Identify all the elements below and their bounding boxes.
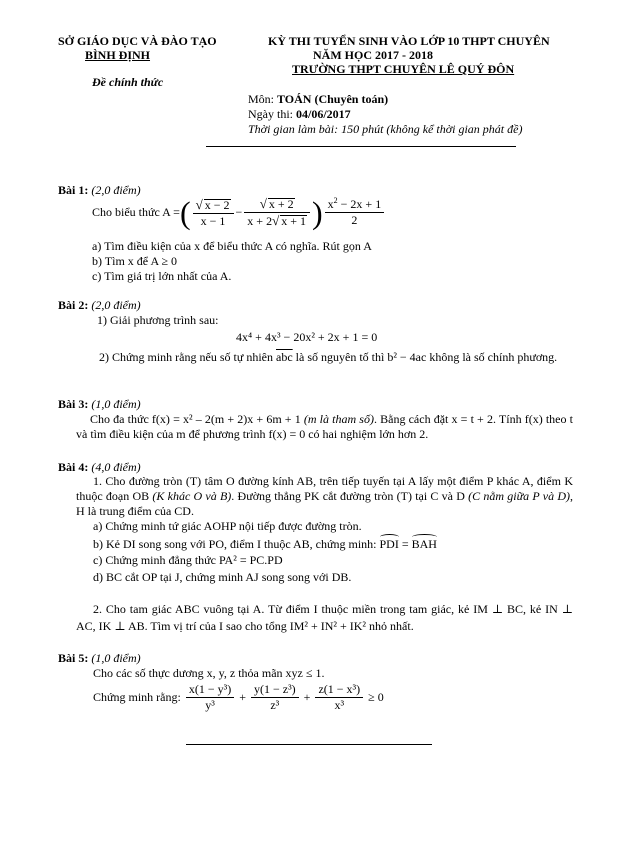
exam-date: Ngày thi: 04/06/2017 bbox=[248, 107, 351, 121]
fraction-2: $\frac{√ x + 2}{x + 2√ x + 1}$ bbox=[244, 196, 310, 229]
fraction-3: $\frac{x^2 - 2x + 1}{2}$ bbox=[325, 197, 385, 228]
fraction-1: $\frac{√ x - 2}{x - 1}$ bbox=[193, 197, 234, 229]
bai2-heading: Bài 2: (2,0 điểm) bbox=[58, 298, 141, 312]
fraction-y: $\frac{\text{y(1 − z³)}}{\text{z³}}$ bbox=[251, 682, 299, 713]
bai1-b: b) Tìm x để A ≥ 0 bbox=[92, 254, 178, 268]
official-label: Đề chính thức bbox=[92, 75, 164, 89]
fraction-z: $\frac{\text{z(1 − x³)}}{\text{x³}}$ bbox=[315, 682, 363, 713]
bai1-c: c) Tìm giá trị lớn nhất của A. bbox=[92, 269, 232, 283]
bai5-inequality: Chứng minh rằng: $\frac{\text{x(1 − y³)}}{\text{y³}}$ + $\frac{\text{y(1 − z³)}}{\text{z³}}$ + $\frac{\text{z(1 − x³)}}{\text{x³}}$ ≥ 0 bbox=[93, 682, 384, 712]
school-year: NĂM HỌC 2017 - 2018 bbox=[313, 48, 433, 62]
bai3-text: Cho đa thức f(x) = x² – 2(m + 2)x + 6m + 1 (m là tham số). Bằng cách đặt x = t + 2. Tính f(x) theo t và tìm điều kiện của m để phương trình f(x) = 0 có hai nghiệm lớn hơn 2. bbox=[76, 412, 573, 441]
province-name: BÌNH ĐỊNH bbox=[85, 48, 151, 62]
bai2-p2: 2) Chứng minh rằng nếu số tự nhiên $\overline{abc}$ là số nguyên tố thì b² − 4ac không là số chính phương. bbox=[99, 350, 558, 364]
exam-duration: Thời gian làm bài: 150 phút (không kể thời gian phát đề) bbox=[248, 122, 523, 136]
bai4-c: c) Chứng minh đẳng thức PA² = PC.PD bbox=[93, 553, 283, 567]
bai4-p1: 1. Cho đường tròn (T) tâm O đường kính AB, trên tiếp tuyến tại A lấy một điểm P khác A, điểm K thuộc đoạn OB (K khác O và B). Đường thẳng PK cắt đường tròn (T) tại C và D (C nằm giữa P và D), H là trung điểm của CD. bbox=[76, 474, 573, 518]
bai5-heading: Bài 5: (1,0 điểm) bbox=[58, 651, 141, 665]
bai1-expression: Cho biểu thức A =( $\frac{√ x - 2}{x - 1}$ − $\frac{√ x + 2}{x + 2√ x + 1}$ ) $\frac{x^2 - 2x + 1}{2}$ bbox=[92, 196, 386, 240]
subject: Môn: TOÁN (Chuyên toán) bbox=[248, 92, 389, 106]
header-divider bbox=[206, 146, 516, 147]
bai1-a: a) Tìm điều kiện của x để biểu thức A có nghĩa. Rút gọn A bbox=[92, 239, 372, 253]
school-name: TRƯỜNG THPT CHUYÊN LÊ QUÝ ĐÔN bbox=[292, 62, 515, 76]
bai3-heading: Bài 3: (1,0 điểm) bbox=[58, 397, 141, 411]
footer-divider bbox=[186, 744, 432, 745]
bai2-p1: 1) Giải phương trình sau: bbox=[97, 313, 219, 327]
bai4-p2: 2. Cho tam giác ABC vuông tại A. Từ điểm I thuộc miền trong tam giác, kẻ IM ⊥ BC, kẻ IN ⊥ AC, IK ⊥ AB. Tìm vị trí của I sao cho tổng IM² + IN² + IK² nhỏ nhất. bbox=[76, 602, 573, 633]
bai4-a: a) Chứng minh tứ giác AOHP nội tiếp được đường tròn. bbox=[93, 519, 362, 533]
bai1-heading: Bài 1: (2,0 điểm) bbox=[58, 183, 141, 197]
bai4-d: d) BC cắt OP tại J, chứng minh AJ song song với DB. bbox=[93, 570, 352, 584]
exam-title: KỲ THI TUYỂN SINH VÀO LỚP 10 THPT CHUYÊN bbox=[268, 34, 550, 48]
department-name: SỞ GIÁO DỤC VÀ ĐÀO TẠO bbox=[58, 34, 217, 48]
bai2-equation: 4x⁴ + 4x³ − 20x² + 2x + 1 = 0 bbox=[236, 330, 378, 344]
fraction-x: $\frac{\text{x(1 − y³)}}{\text{y³}}$ bbox=[186, 682, 234, 713]
bai4-b: b) Kẻ DI song song với PO, điểm I thuộc AB, chứng minh: PDI = BAH bbox=[93, 534, 437, 552]
bai4-heading: Bài 4: (4,0 điểm) bbox=[58, 460, 141, 474]
bai5-t1: Cho các số thực dương x, y, z thỏa mãn xyz ≤ 1. bbox=[93, 666, 325, 680]
